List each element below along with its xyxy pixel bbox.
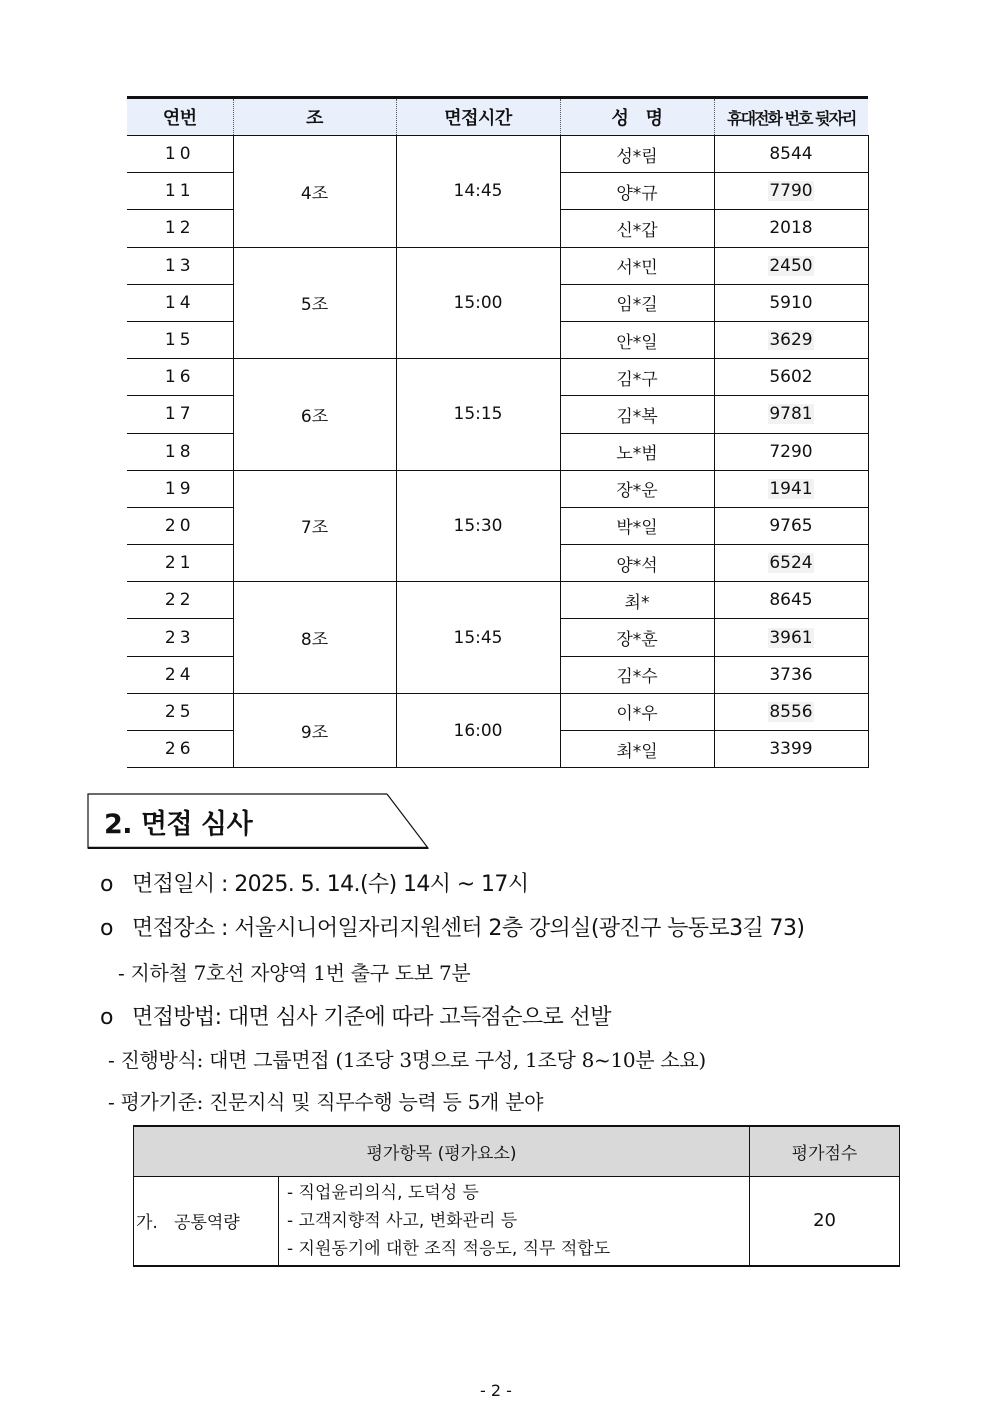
phone-digits: 2450	[769, 255, 813, 276]
name-cell: 김*구	[560, 359, 714, 396]
phone-digits-cell	[714, 359, 868, 396]
phone-digits: 5602	[769, 367, 813, 388]
seq-cell: 26	[127, 731, 233, 768]
phone-digits: 8544	[769, 144, 813, 165]
table-row	[127, 470, 868, 507]
phone-digits: 1941	[769, 478, 813, 499]
eval-item: - 고객지향적 사고, 변화관리 등	[287, 1210, 518, 1231]
method-process: - 진행방식: 대면 그룹면접 (1조당 3명으로 구성, 1조당 8~10분 소요)	[108, 1048, 706, 1072]
name-cell: 박*일	[560, 507, 714, 544]
interview-date-line	[100, 867, 528, 898]
header-name: 성 명	[560, 98, 714, 136]
phone-digits: 5910	[769, 292, 813, 313]
seq-cell: 20	[127, 507, 233, 544]
group-cell: 4조	[233, 136, 396, 248]
eval-row	[134, 1176, 900, 1266]
method-criteria: - 평가기준: 진문지식 및 직무수행 능력 등 5개 분야	[108, 1090, 544, 1114]
seq-cell: 13	[127, 247, 233, 284]
phone-digits-cell	[714, 247, 868, 284]
phone-digits: 2018	[769, 218, 813, 239]
evaluation-table	[133, 1125, 900, 1267]
seq-cell: 25	[127, 693, 233, 730]
name-cell: 김*복	[560, 396, 714, 433]
eval-item: - 지원동기에 대한 조직 적응도, 직무 적합도	[287, 1238, 611, 1259]
eval-category: 가. 공통역량	[134, 1176, 279, 1266]
bullet-icon: o	[100, 872, 113, 897]
schedule-body	[127, 136, 868, 768]
section-header	[87, 793, 429, 849]
phone-digits: 6524	[769, 553, 813, 574]
phone-digits-cell	[714, 731, 868, 768]
seq-cell: 16	[127, 359, 233, 396]
group-cell: 5조	[233, 247, 396, 359]
phone-digits-cell	[714, 396, 868, 433]
phone-digits-cell	[714, 582, 868, 619]
table-row	[127, 582, 868, 619]
name-cell: 노*범	[560, 433, 714, 470]
table-row	[127, 136, 868, 173]
group-cell: 7조	[233, 470, 396, 582]
time-cell: 15:00	[396, 247, 560, 359]
phone-digits: 9765	[769, 515, 813, 536]
eval-items	[279, 1176, 750, 1266]
name-cell: 최*일	[560, 731, 714, 768]
directions: - 지하철 7호선 자양역 1번 출구 도보 7분	[118, 961, 471, 985]
time-cell: 15:45	[396, 582, 560, 694]
name-cell: 장*훈	[560, 619, 714, 656]
phone-digits-cell	[714, 433, 868, 470]
time-cell: 14:45	[396, 136, 560, 248]
eval-header-items: 평가항목 (평가요소)	[134, 1126, 750, 1176]
phone-digits: 3736	[769, 664, 813, 685]
phone-digits-cell	[714, 284, 868, 321]
phone-digits-cell	[714, 545, 868, 582]
phone-digits-cell	[714, 210, 868, 247]
seq-cell: 22	[127, 582, 233, 619]
group-cell: 6조	[233, 359, 396, 471]
group-cell: 9조	[233, 693, 396, 767]
seq-cell: 12	[127, 210, 233, 247]
phone-digits: 8556	[769, 701, 813, 722]
seq-cell: 23	[127, 619, 233, 656]
phone-digits: 7290	[769, 441, 813, 462]
name-cell: 신*갑	[560, 210, 714, 247]
time-cell: 16:00	[396, 693, 560, 767]
interview-date: 면접일시 : 2025. 5. 14.(수) 14시 ~ 17시	[132, 872, 529, 897]
time-cell: 15:30	[396, 470, 560, 582]
eval-header-row	[134, 1126, 900, 1176]
seq-cell: 19	[127, 470, 233, 507]
interview-place-line	[100, 911, 804, 942]
seq-cell: 14	[127, 284, 233, 321]
name-cell: 최*	[560, 582, 714, 619]
bullet-icon: o	[100, 916, 113, 941]
seq-cell: 10	[127, 136, 233, 173]
phone-digits: 3961	[769, 627, 813, 648]
phone-digits-cell	[714, 173, 868, 210]
seq-cell: 15	[127, 321, 233, 358]
phone-digits: 7790	[769, 181, 813, 202]
header-group: 조	[233, 98, 396, 136]
header-time: 면접시간	[396, 98, 560, 136]
name-cell: 서*민	[560, 247, 714, 284]
name-cell: 성*림	[560, 136, 714, 173]
header-phone-digits: 휴대전화 번호 뒷자리	[714, 98, 868, 136]
phone-digits: 8645	[769, 590, 813, 611]
interview-schedule-table	[127, 96, 869, 768]
phone-digits: 3629	[769, 330, 813, 351]
phone-digits: 9781	[769, 404, 813, 425]
time-cell: 15:15	[396, 359, 560, 471]
eval-header-score: 평가점수	[750, 1126, 900, 1176]
phone-digits-cell	[714, 470, 868, 507]
table-header-row	[127, 98, 868, 136]
phone-digits-cell	[714, 136, 868, 173]
name-cell: 이*우	[560, 693, 714, 730]
name-cell: 안*일	[560, 321, 714, 358]
phone-digits-cell	[714, 619, 868, 656]
section-title: 2. 면접 심사	[104, 809, 253, 840]
phone-digits-cell	[714, 693, 868, 730]
table-row	[127, 247, 868, 284]
eval-score: 20	[750, 1176, 900, 1266]
name-cell: 양*규	[560, 173, 714, 210]
table-row	[127, 693, 868, 730]
phone-digits: 3399	[769, 739, 813, 760]
header-seq: 연번	[127, 98, 233, 136]
interview-method: 면접방법: 대면 심사 기준에 따라 고득점순으로 선발	[132, 1005, 611, 1030]
seq-cell: 24	[127, 656, 233, 693]
name-cell: 임*길	[560, 284, 714, 321]
interview-method-line	[100, 1000, 611, 1031]
name-cell: 장*운	[560, 470, 714, 507]
seq-cell: 18	[127, 433, 233, 470]
phone-digits-cell	[714, 321, 868, 358]
seq-cell: 17	[127, 396, 233, 433]
name-cell: 김*수	[560, 656, 714, 693]
group-cell: 8조	[233, 582, 396, 694]
eval-item: - 직업윤리의식, 도덕성 등	[287, 1182, 479, 1203]
phone-digits-cell	[714, 507, 868, 544]
seq-cell: 21	[127, 545, 233, 582]
page-number: - 2 -	[480, 1381, 512, 1400]
seq-cell: 11	[127, 173, 233, 210]
bullet-icon: o	[100, 1005, 113, 1030]
interview-place: 면접장소 : 서울시니어일자리지원센터 2층 강의실(광진구 능동로3길 73)	[132, 916, 805, 941]
table-row	[127, 359, 868, 396]
name-cell: 양*석	[560, 545, 714, 582]
phone-digits-cell	[714, 656, 868, 693]
